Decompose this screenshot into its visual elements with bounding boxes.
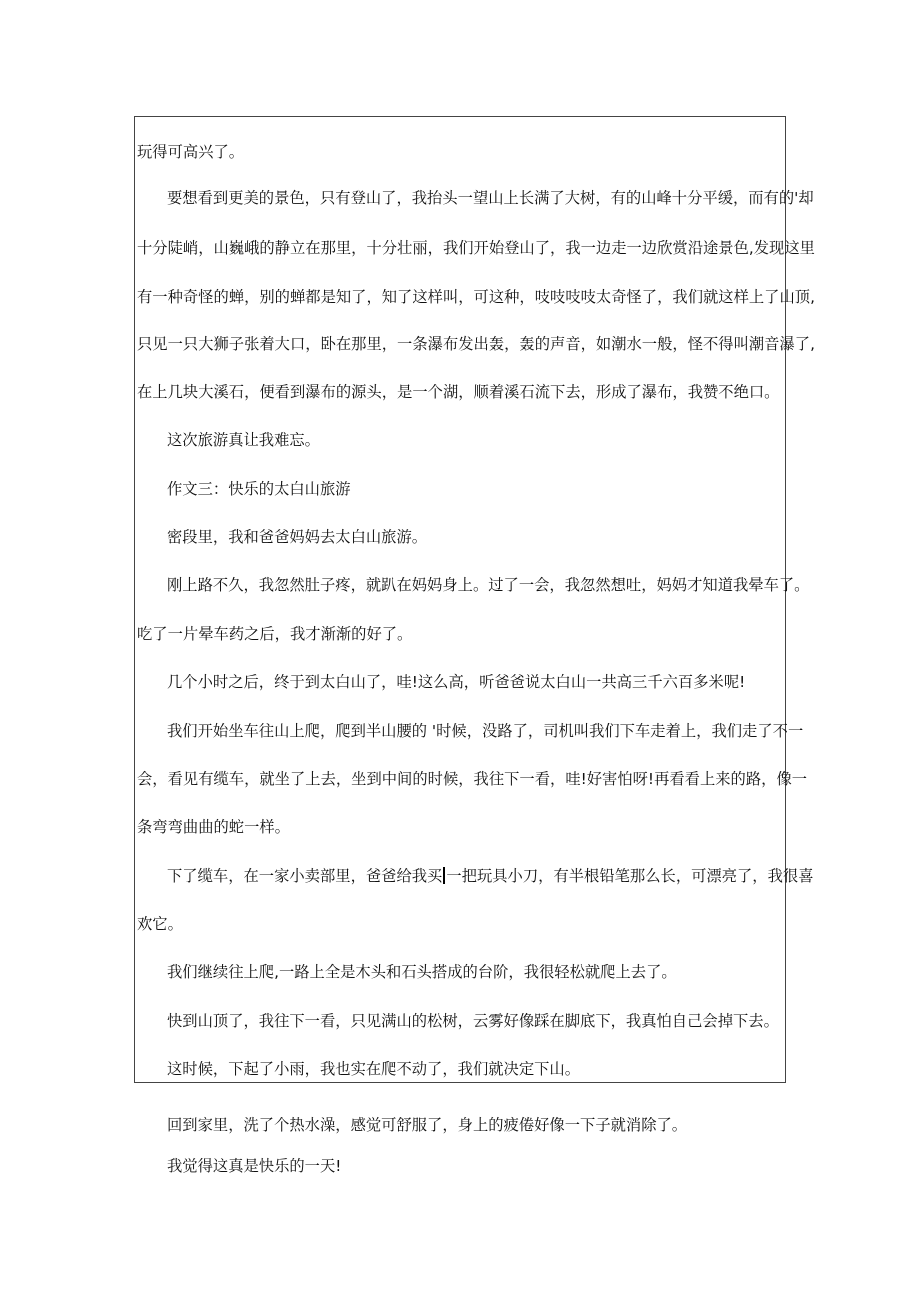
text-line: 吃了一片晕车药之后，我才渐渐的好了。: [137, 625, 413, 643]
text-line: 欢它。: [137, 915, 183, 933]
text-line: 只见一只大狮子张着大口，卧在那里，一条瀑布发出轰，轰的声音，如潮水一般，怪不得叫潮音瀑了,: [137, 335, 815, 353]
text-line: 会，看见有缆车，就坐了上去，坐到中间的时候，我往下一看，哇!好害怕呀!再看看上来的路，像一: [137, 770, 808, 788]
text-line: 有一种奇怪的蝉，别的蝉都是知了，知了这样叫，可这种，吱吱吱吱太奇怪了，我们就这样上了山顶,: [137, 288, 815, 306]
text-line: 快到山顶了，我往下一看，只见满山的松树，云雾好像踩在脚底下，我真怕自己会掉下去。: [167, 1012, 779, 1030]
text-segment: 下了缆车，在一家小卖部里，爸爸给我买: [167, 867, 443, 885]
text-line: 十分陡峭，山巍峨的静立在那里，十分壮丽，我们开始登山了，我一边走一边欣赏沿途景色,发现这里: [137, 239, 815, 257]
text-line: 几个小时之后，终于到太白山了，哇!这么高，听爸爸说太白山一共高三千六百多米呢!: [167, 673, 746, 691]
text-line: 这时候，下起了小雨，我也实在爬不动了，我们就决定下山。: [167, 1060, 581, 1078]
text-line: 刚上路不久，我忽然肚子疼，就趴在妈妈身上。过了一会，我忽然想吐，妈妈才知道我晕车了。: [167, 576, 810, 594]
section-heading: 作文三：快乐的太白山旅游: [167, 480, 351, 498]
text-line: 这次旅游真让我难忘。: [167, 431, 320, 449]
text-line: 我觉得这真是快乐的一天!: [167, 1157, 342, 1175]
text-line: 我们开始坐车往山上爬，爬到半山腰的 '时候，没路了，司机叫我们下车走着上，我们走了不一: [167, 722, 804, 740]
text-line: 条弯弯曲曲的蛇一样。: [137, 818, 290, 836]
text-line: 在上几块大溪石，便看到瀑布的源头，是一个湖，顺着溪石流下去，形成了瀑布，我赞不绝口。: [137, 383, 780, 401]
text-frame: [134, 116, 815, 1083]
text-line: [167, 866, 814, 886]
text-line: 密段里，我和爸爸妈妈去太白山旅游。: [167, 528, 428, 546]
text-line: 我们继续往上爬,一路上全是木头和石头搭成的台阶，我很轻松就爬上去了。: [167, 963, 677, 981]
text-line: 玩得可高兴了。: [137, 143, 245, 161]
text-line: 回到家里，洗了个热水澡，感觉可舒服了，身上的疲倦好像一下子就消除了。: [167, 1116, 688, 1134]
text-segment: 一把玩具小刀，有半根铅笔那么长，可漂亮了，我很喜: [446, 867, 814, 885]
text-line: 要想看到更美的景色，只有登山了，我抬头一望山上长满了大树，有的山峰十分平缓，而有的'却: [167, 189, 814, 207]
